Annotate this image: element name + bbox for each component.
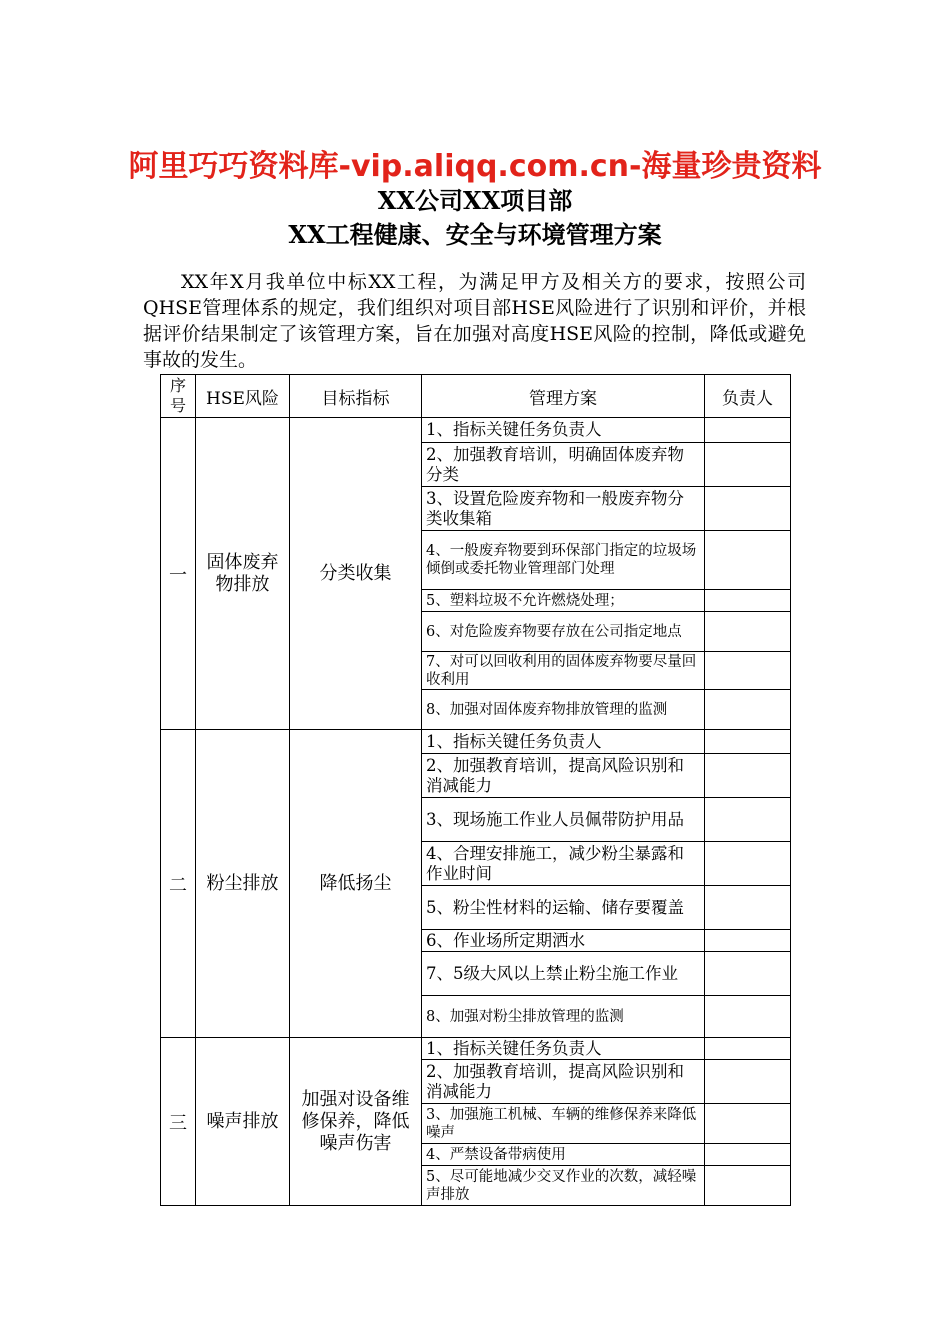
plan-item: 3、现场施工作业人员佩带防护用品 bbox=[422, 798, 705, 842]
owner-cell bbox=[705, 754, 791, 798]
plan-item: 2、加强教育培训，明确固体废弃物分类 bbox=[422, 443, 705, 487]
table-row bbox=[161, 1038, 791, 1060]
group-target: 分类收集 bbox=[290, 418, 422, 730]
owner-cell bbox=[705, 1060, 791, 1104]
plan-item: 2、加强教育培训，提高风险识别和消减能力 bbox=[422, 754, 705, 798]
plan-item: 5、塑料垃圾不允许燃烧处理； bbox=[422, 590, 705, 612]
group-risk: 噪声排放 bbox=[196, 1038, 290, 1206]
header-target: 目标指标 bbox=[290, 375, 422, 418]
plan-item: 8、加强对固体废弃物排放管理的监测 bbox=[422, 690, 705, 730]
plan-item: 1、指标关键任务负责人 bbox=[422, 1038, 705, 1060]
owner-cell bbox=[705, 952, 791, 996]
plan-item: 3、加强施工机械、车辆的维修保养来降低噪声 bbox=[422, 1104, 705, 1144]
group-risk: 固体废弃物排放 bbox=[196, 418, 290, 730]
plan-item: 4、一般废弃物要到环保部门指定的垃圾场倾倒或委托物业管理部门处理 bbox=[422, 531, 705, 590]
owner-cell bbox=[705, 612, 791, 652]
plan-item: 1、指标关键任务负责人 bbox=[422, 418, 705, 443]
plan-item: 5、粉尘性材料的运输、储存要覆盖 bbox=[422, 886, 705, 930]
intro-paragraph: XX年X月我单位中标XX工程，为满足甲方及相关方的要求，按照公司QHSE管理体系的规定，我们组织对项目部HSE风险进行了识别和评价，并根据评价结果制定了该管理方案，旨在加强对高度HSE风险的控制，降低或避免事故的发生。 bbox=[143, 271, 806, 371]
group-seq: 二 bbox=[161, 730, 196, 1038]
header-owner: 负责人 bbox=[705, 375, 791, 418]
owner-cell bbox=[705, 996, 791, 1038]
owner-cell bbox=[705, 886, 791, 930]
plan-item: 7、对可以回收利用的固体废弃物要尽量回收利用 bbox=[422, 652, 705, 690]
table-row bbox=[161, 730, 791, 754]
owner-cell bbox=[705, 590, 791, 612]
owner-cell bbox=[705, 652, 791, 690]
group-seq: 一 bbox=[161, 418, 196, 730]
document-title: XX公司XX项目部 bbox=[377, 186, 573, 215]
plan-item: 4、合理安排施工，减少粉尘暴露和作业时间 bbox=[422, 842, 705, 886]
table-row bbox=[161, 418, 791, 443]
owner-cell bbox=[705, 1166, 791, 1206]
owner-cell bbox=[705, 418, 791, 443]
header-risk: HSE风险 bbox=[196, 375, 290, 418]
owner-cell bbox=[705, 487, 791, 531]
plan-item: 7、5级大风以上禁止粉尘施工作业 bbox=[422, 952, 705, 996]
plan-item: 4、严禁设备带病使用 bbox=[422, 1144, 705, 1166]
plan-item: 3、设置危险废弃物和一般废弃物分类收集箱 bbox=[422, 487, 705, 531]
owner-cell bbox=[705, 690, 791, 730]
group-target: 降低扬尘 bbox=[290, 730, 422, 1038]
owner-cell bbox=[705, 1144, 791, 1166]
document-subtitle: XX工程健康、安全与环境管理方案 bbox=[288, 220, 662, 249]
group-seq: 三 bbox=[161, 1038, 196, 1206]
watermark-banner: 阿里巧巧资料库-vip.aliqq.com.cn-海量珍贵资料 bbox=[128, 149, 822, 184]
owner-cell bbox=[705, 443, 791, 487]
owner-cell bbox=[705, 798, 791, 842]
group-target: 加强对设备维修保养，降低噪声伤害 bbox=[290, 1038, 422, 1206]
table-header-row bbox=[161, 375, 791, 418]
header-plan: 管理方案 bbox=[422, 375, 705, 418]
plan-item: 6、作业场所定期洒水 bbox=[422, 930, 705, 952]
owner-cell bbox=[705, 842, 791, 886]
plan-item: 2、加强教育培训，提高风险识别和消减能力 bbox=[422, 1060, 705, 1104]
plan-item: 8、加强对粉尘排放管理的监测 bbox=[422, 996, 705, 1038]
header-seq: 序号 bbox=[161, 375, 196, 418]
plan-item: 1、指标关键任务负责人 bbox=[422, 730, 705, 754]
hse-management-table bbox=[160, 374, 791, 1206]
plan-item: 5、尽可能地减少交叉作业的次数，减轻噪声排放 bbox=[422, 1166, 705, 1206]
owner-cell bbox=[705, 1038, 791, 1060]
group-risk: 粉尘排放 bbox=[196, 730, 290, 1038]
owner-cell bbox=[705, 531, 791, 590]
owner-cell bbox=[705, 730, 791, 754]
owner-cell bbox=[705, 1104, 791, 1144]
plan-item: 6、对危险废弃物要存放在公司指定地点 bbox=[422, 612, 705, 652]
owner-cell bbox=[705, 930, 791, 952]
